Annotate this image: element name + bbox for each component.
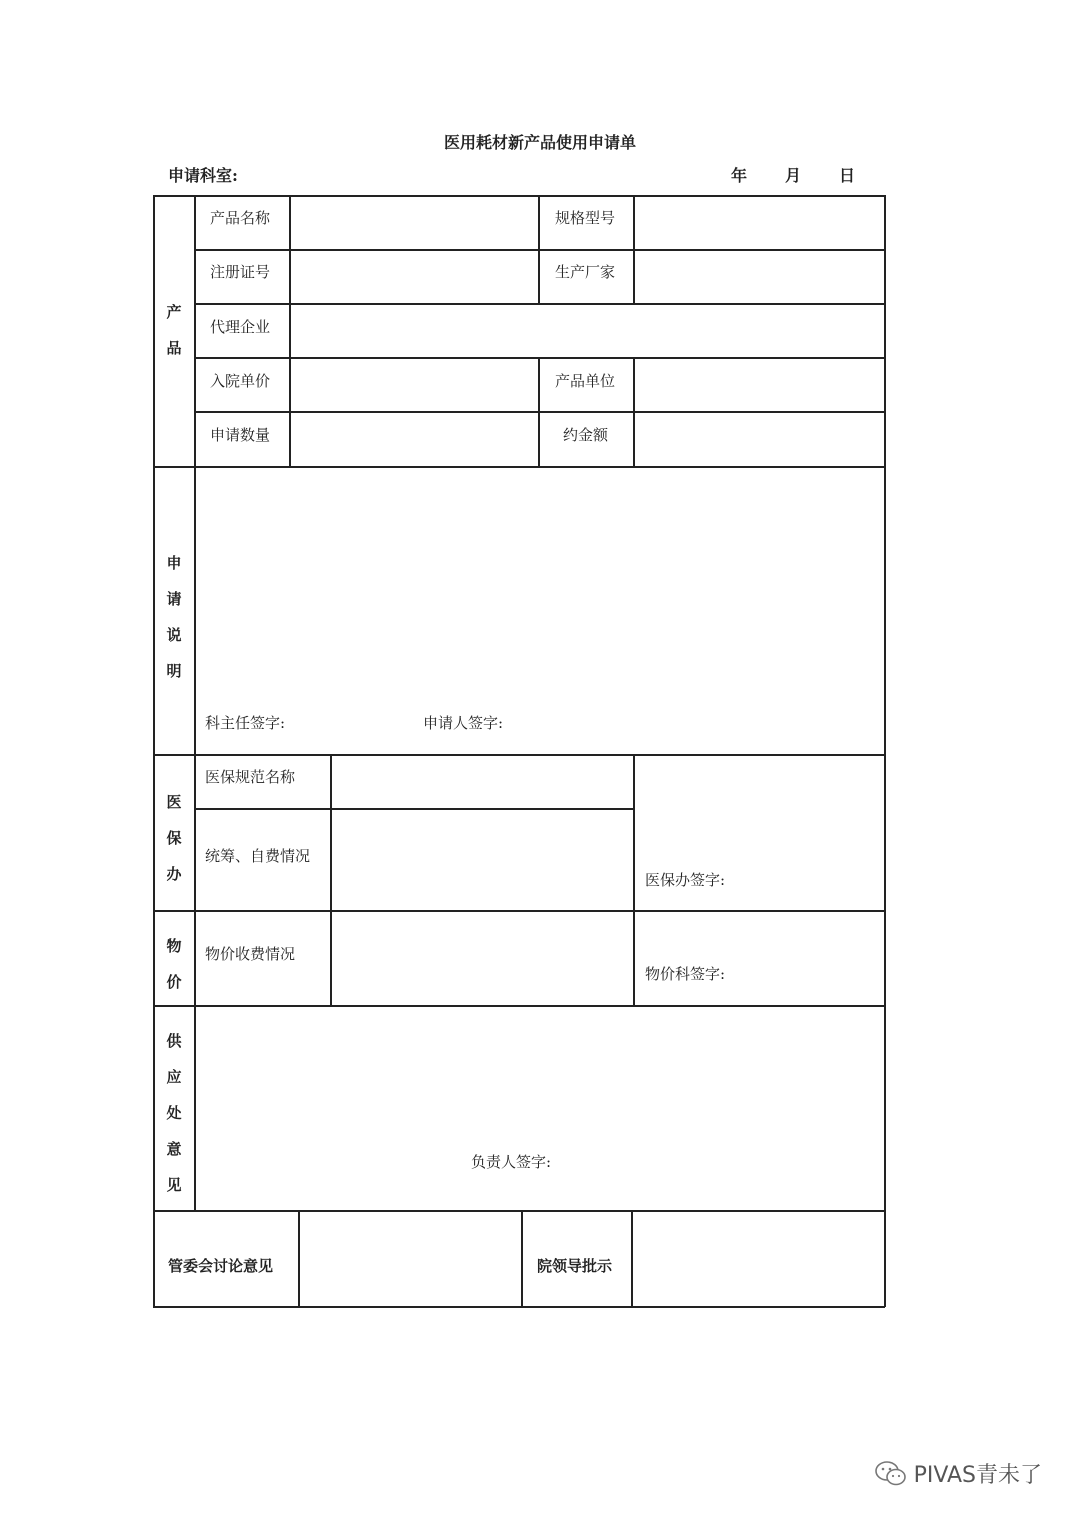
watermark [874, 1458, 1042, 1489]
fee-status-label: 物价收费情况 [205, 945, 296, 963]
application-section-label: 申 请 说 明 [166, 554, 182, 680]
committee-discussion-label: 管委会讨论意见 [168, 1257, 274, 1275]
leader-approval-label: 院领导批示 [537, 1257, 613, 1275]
date-month: 月 [785, 166, 802, 185]
pricing-signature-label: 物价科签字: [645, 965, 726, 983]
product-section-label: 产 品 [166, 303, 182, 357]
supply-section-label: 供 应 处 意 见 [166, 1032, 182, 1194]
spec-label: 规格型号 [555, 209, 616, 227]
quantity-label: 申请数量 [210, 426, 271, 444]
pricing-section-label: 物 价 [166, 937, 182, 991]
registration-label: 注册证号 [210, 263, 271, 281]
wechat-icon [874, 1460, 908, 1488]
manufacturer-label: 生产厂家 [555, 263, 616, 281]
watermark-text: PIVAS青未了 [913, 1463, 1042, 1488]
insurance-section-label: 医 保 办 [166, 793, 182, 883]
insurance-signature-label: 医保办签字: [645, 871, 726, 889]
date-day: 日 [839, 166, 856, 185]
agent-label: 代理企业 [210, 318, 271, 336]
unit-price-label: 入院单价 [210, 372, 271, 390]
applicant-signature-label: 申请人签字: [423, 714, 504, 732]
payment-status-label: 统筹、自费情况 [205, 847, 311, 865]
amount-label: 约金额 [563, 426, 609, 444]
product-name-label: 产品名称 [210, 209, 271, 227]
department-label: 申请科室: [168, 166, 238, 185]
insurance-standard-name-label: 医保规范名称 [205, 768, 296, 786]
form-title: 医用耗材新产品使用申请单 [443, 133, 636, 152]
product-unit-label: 产品单位 [555, 372, 616, 390]
supply-signature-label: 负责人签字: [471, 1153, 552, 1171]
director-signature-label: 科主任签字: [205, 714, 286, 732]
date-year: 年 [731, 166, 748, 185]
